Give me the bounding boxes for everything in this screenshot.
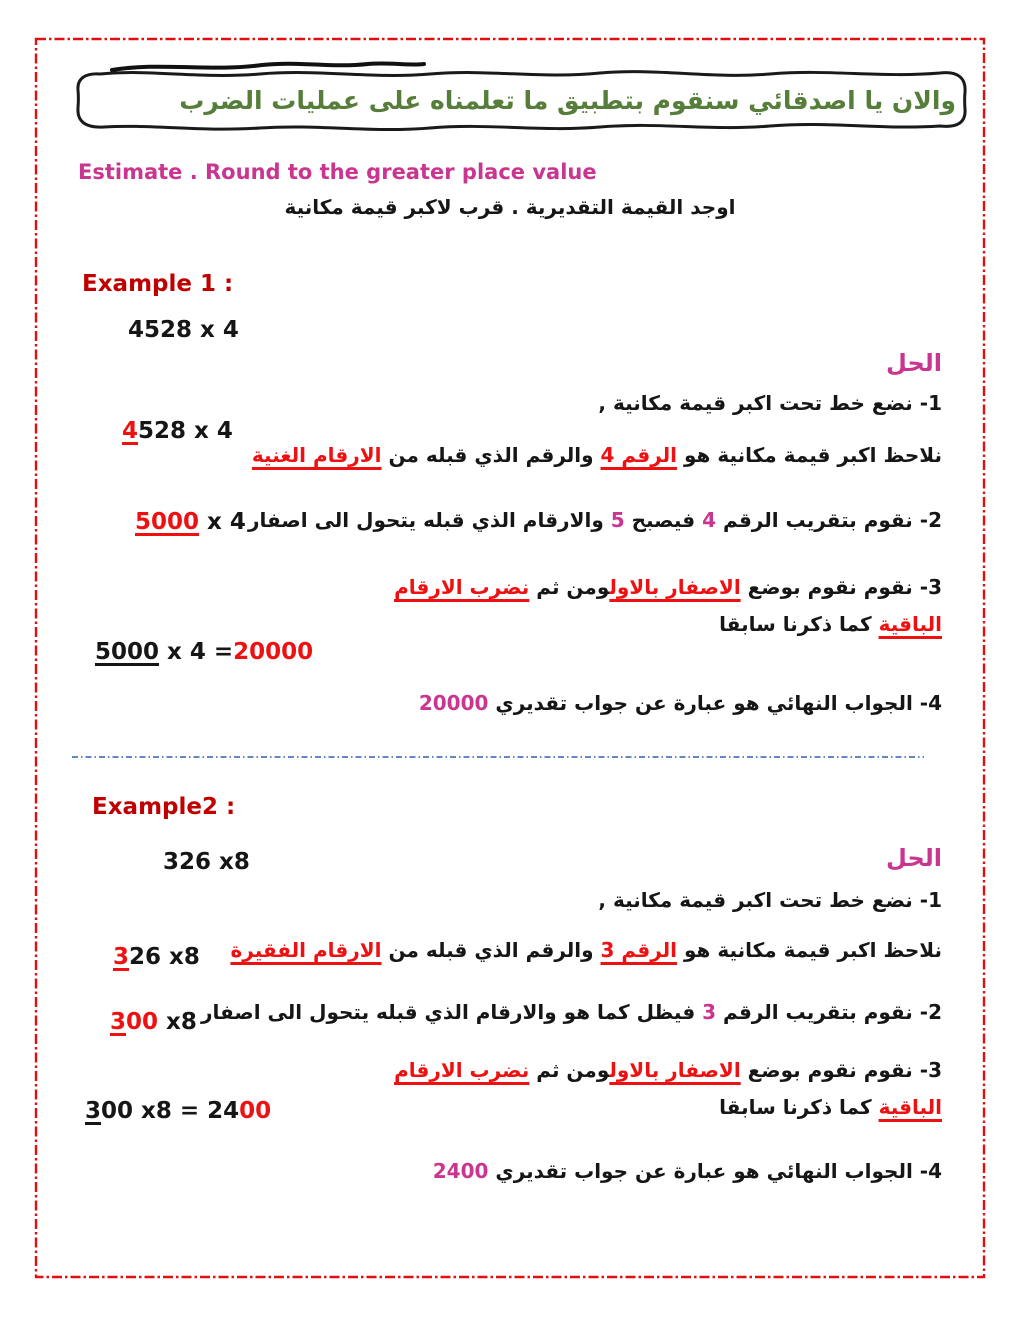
example1-step3-line1	[394, 573, 942, 602]
example2-step4	[433, 1157, 942, 1186]
example2-step3-line2	[719, 1093, 942, 1122]
step4-answer: 2400	[432, 1159, 489, 1183]
example2-result	[85, 1098, 271, 1124]
example2-title: Example2 :	[92, 794, 236, 820]
step3-highlight: الاصفار بالاول	[609, 1058, 741, 1082]
result-lead-digit: 3	[85, 1098, 102, 1124]
step3-text: كما ذكرنا سابقا	[719, 1095, 879, 1119]
rounded-lead-digit: 3	[110, 1009, 127, 1035]
step3-highlight: الباقية	[878, 1095, 942, 1119]
step4-text: 4- الجواب النهائي هو عبارة عن جواب تقديري	[488, 1159, 942, 1183]
step4-answer: 20000	[418, 691, 489, 715]
example1-step1: 1- نضع خط تحت اكبر قيمة مكانية ,	[598, 391, 942, 415]
problem-rest: 26 x8	[129, 944, 200, 970]
result-number: 5000	[95, 639, 160, 665]
example2-solution-label: الحل	[886, 844, 942, 872]
note-highlight-digit: الرقم 4	[600, 443, 678, 467]
example1-step4	[419, 689, 942, 718]
example2-step3-line1	[394, 1056, 942, 1085]
rounded-zeros: 00	[126, 1009, 159, 1035]
note-highlight-digit: الرقم 3	[600, 938, 678, 962]
example1-step3-line2	[719, 610, 942, 639]
result-answer: 00	[239, 1098, 272, 1124]
result-middle: 00 x8 = 24	[101, 1098, 240, 1124]
example2-rounded-problem	[110, 1009, 197, 1035]
example2-problem: 326 x8	[163, 849, 250, 875]
step2-digit: 3	[702, 1000, 717, 1024]
result-operator: x 4 =	[159, 639, 234, 665]
result-answer: 20000	[233, 639, 314, 665]
banner-scribble	[112, 63, 424, 70]
step2-digit: 5	[610, 508, 625, 532]
step3-highlight: نضرب الارقام	[394, 575, 530, 599]
example1-note	[252, 441, 942, 470]
heading-english: Estimate . Round to the greater place value	[78, 160, 597, 184]
note-highlight-term: الارقام الفقيرة	[230, 938, 382, 962]
example2-step2	[201, 998, 942, 1027]
rounded-rest: x8	[158, 1009, 197, 1035]
example1-solution-label: الحل	[886, 349, 942, 377]
note-text: والرقم الذي قبله من	[381, 443, 601, 467]
example1-title: Example 1 :	[82, 271, 234, 297]
problem-rest: 528 x 4	[138, 418, 233, 444]
example1-problem: 4528 x 4	[128, 317, 239, 343]
banner-title: والان يا اصدقائي سنقوم بتطبيق ما تعلمناه على عمليات الضرب	[179, 86, 956, 115]
step3-text: ومن ثم	[529, 575, 610, 599]
underlined-digit: 4	[122, 418, 139, 444]
underlined-digit: 3	[113, 944, 130, 970]
rounded-rest: x 4	[199, 509, 246, 535]
step3-highlight: الباقية	[878, 612, 942, 636]
example1-underlined-problem	[122, 418, 233, 444]
heading-arabic: اوجد القيمة التقديرية . قرب لاكبر قيمة مكانية	[284, 195, 736, 219]
note-highlight-term: الارقام الغنية	[251, 443, 382, 467]
example2-underlined-problem	[113, 944, 200, 970]
step3-text: كما ذكرنا سابقا	[719, 612, 879, 636]
step2-text: والارقام الذي قبله يتحول الى اصفار	[248, 508, 611, 532]
example1-result	[95, 639, 313, 665]
note-text: نلاحظ اكبر قيمة مكانية هو	[677, 443, 942, 467]
step3-text: 3- نقوم نقوم بوضع	[740, 1058, 942, 1082]
example2-note	[230, 936, 942, 965]
example1-rounded-problem	[135, 509, 246, 535]
example1-step2	[248, 506, 942, 535]
step3-text: 3- نقوم نقوم بوضع	[740, 575, 942, 599]
rounded-number: 5000	[135, 509, 200, 535]
note-text: نلاحظ اكبر قيمة مكانية هو	[677, 938, 942, 962]
step2-text: 2- نقوم بتقريب الرقم	[716, 1000, 942, 1024]
step3-highlight: نضرب الارقام	[394, 1058, 530, 1082]
step2-text: فيصبح	[624, 508, 703, 532]
step3-text: ومن ثم	[529, 1058, 610, 1082]
note-text: والرقم الذي قبله من	[381, 938, 601, 962]
step2-text: 2- نقوم بتقريب الرقم	[716, 508, 942, 532]
step2-text: فيظل كما هو والارقام الذي قبله يتحول الى اصفار	[200, 1000, 703, 1024]
step3-highlight: الاصفار بالاول	[609, 575, 741, 599]
step2-digit: 4	[702, 508, 717, 532]
example2-step1: 1- نضع خط تحت اكبر قيمة مكانية ,	[598, 888, 942, 912]
step4-text: 4- الجواب النهائي هو عبارة عن جواب تقديري	[488, 691, 942, 715]
